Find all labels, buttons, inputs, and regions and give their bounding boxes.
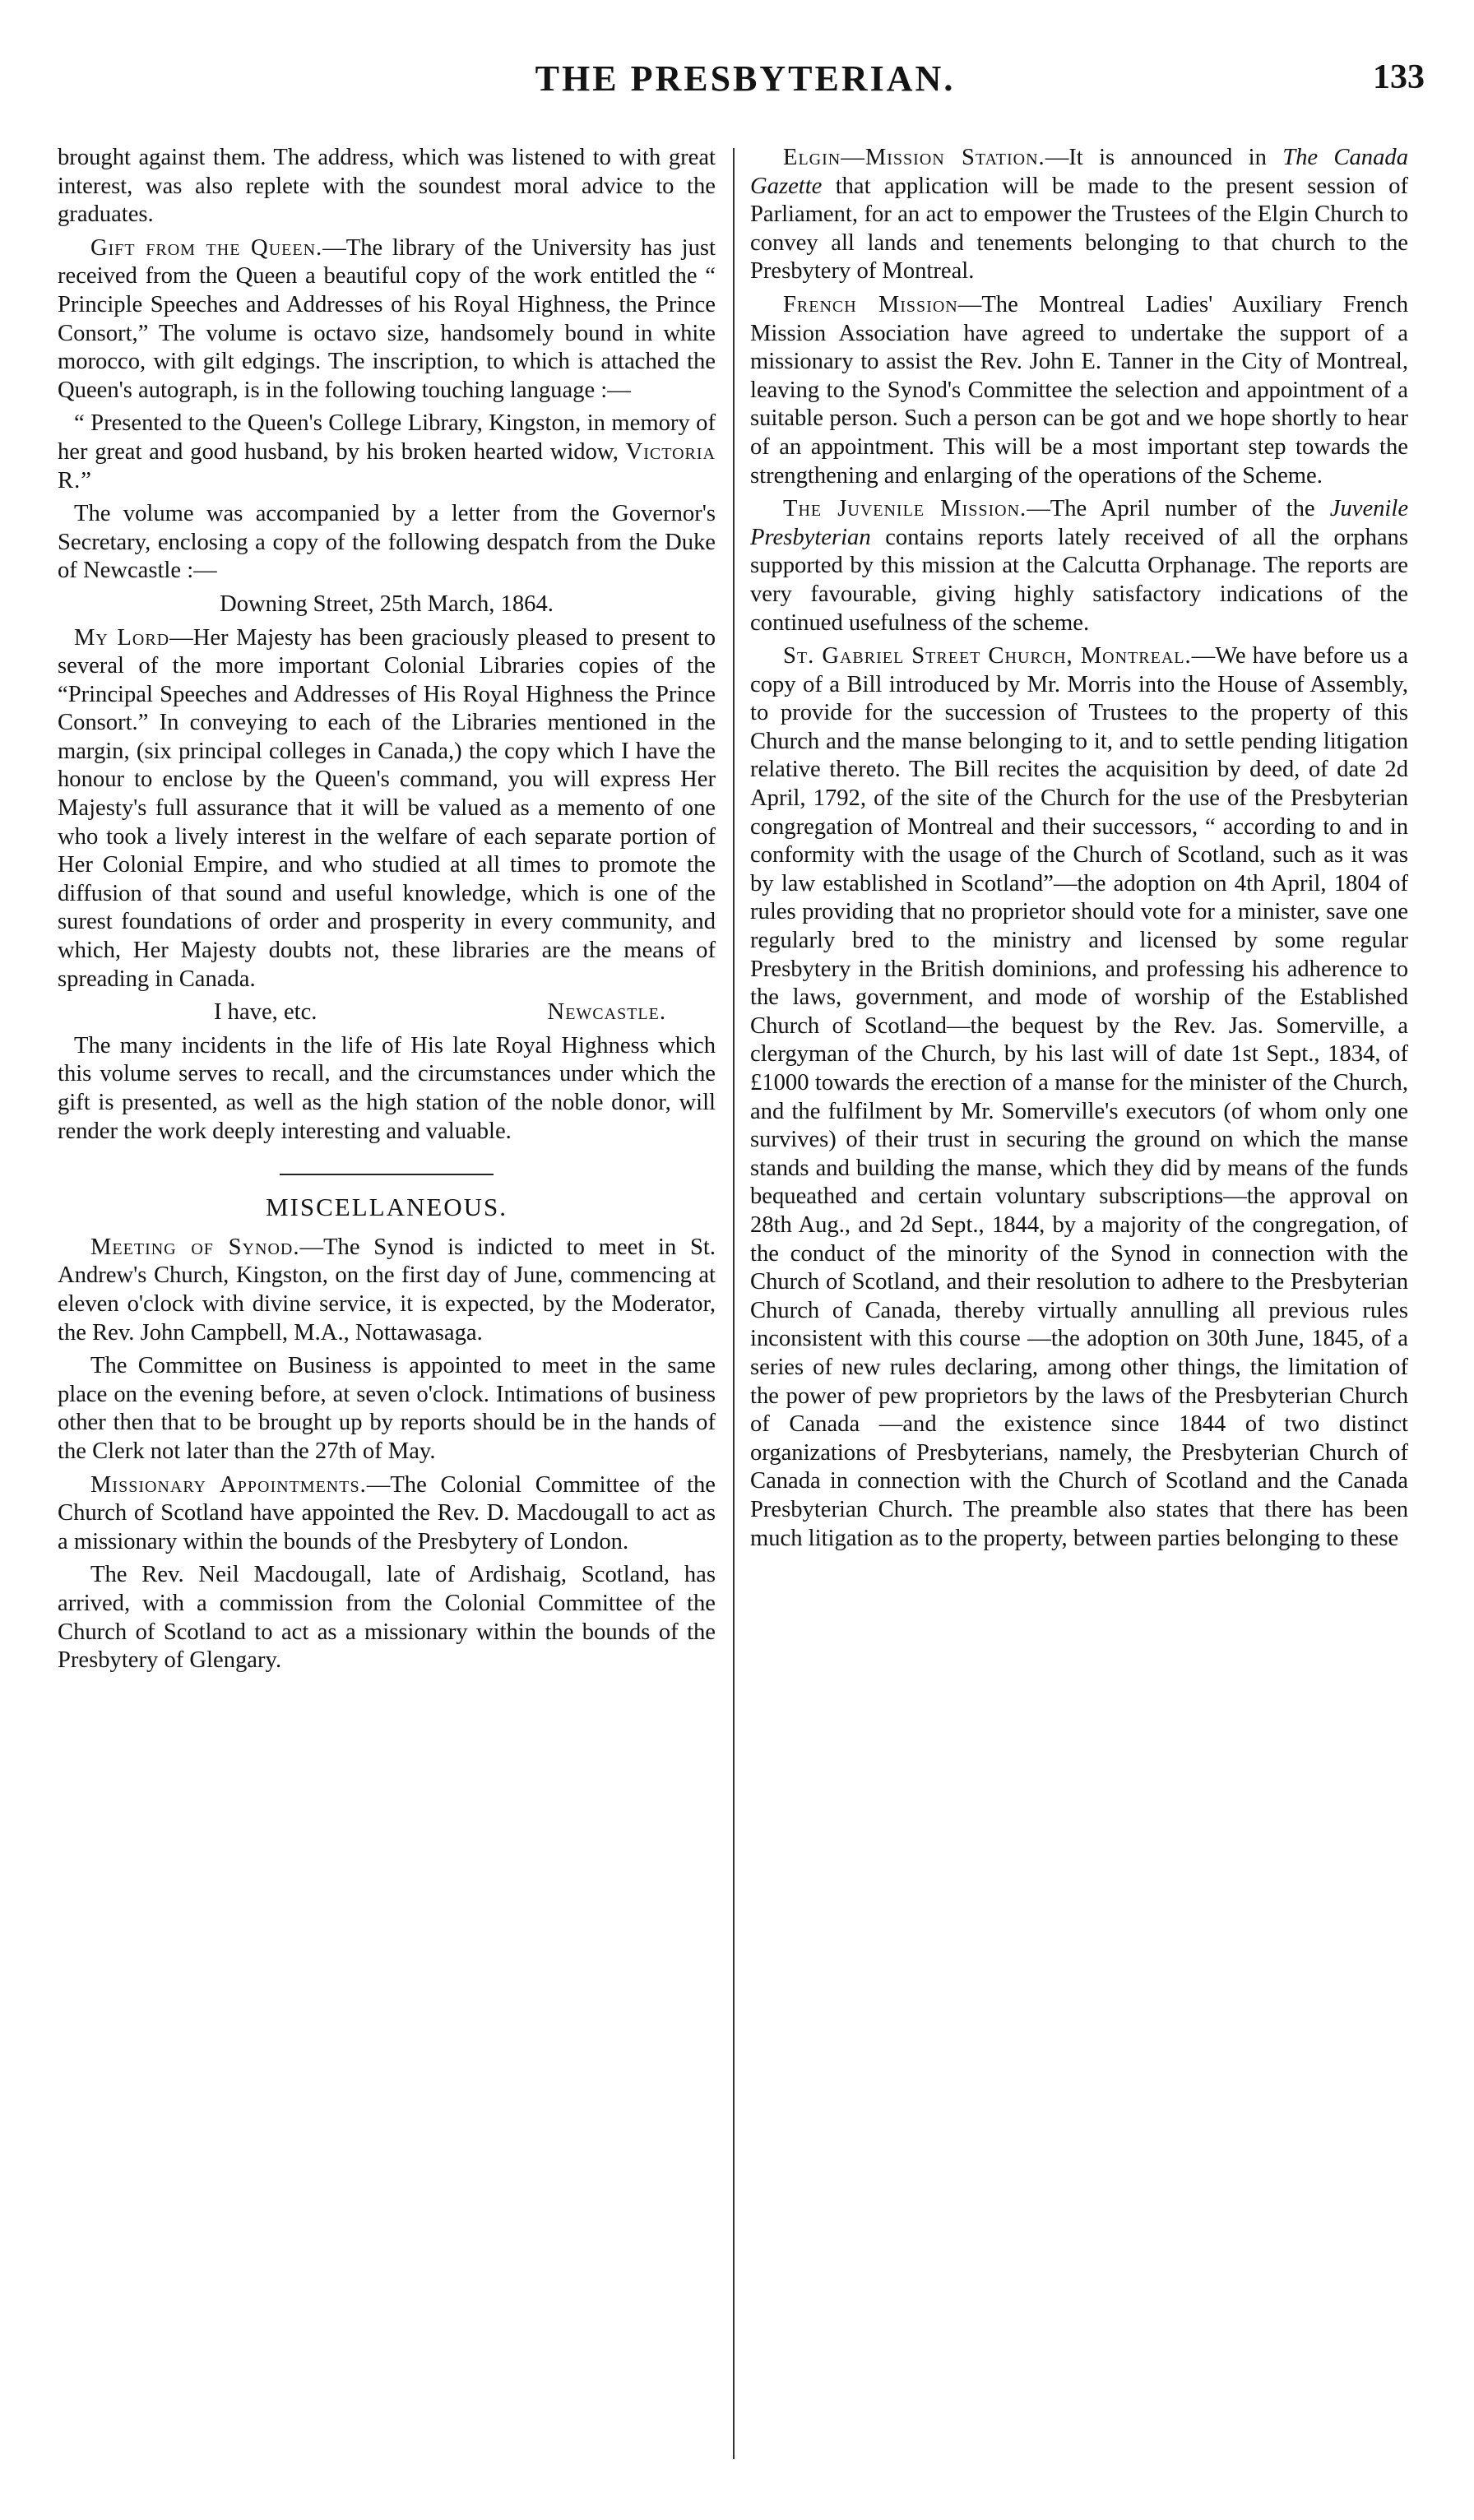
signature: Newcastle. xyxy=(547,999,666,1026)
french-text: —The Montreal Ladies' Auxiliary French Mission Association have agreed to undertake the support of a missionary to assist the Rev. John E. Tanner in the City of Montreal, leaving to the Synod's Committee the selection and appointment of a suitable person. Such a person can be got and we hope shortly to hear of an appointment. This will be a most important step towards the strengthening and enlarging of the operations of the Scheme. xyxy=(750,291,1408,489)
page-number: 133 xyxy=(1373,58,1425,96)
left-column xyxy=(58,144,716,2480)
paragraph-inscription xyxy=(58,410,716,495)
paragraph-meeting-of-synod xyxy=(58,1234,716,1347)
juvenile-text-post: contains reports lately received of all the orphans supported by this mission at the Calcutta Orphanage. The reports are very favourable, giving highly satisfactory indications of the continued usefulness of the scheme. xyxy=(750,524,1408,636)
paragraph-committee: The Committee on Business is appointed to meet in the same place on the evening before, at seven o'clock. Intimations of business other then that to be brought up by reports should be in the hands of the Clerk not later than the 27th of May. xyxy=(58,1353,716,1464)
gift-heading: Gift from the Queen. xyxy=(90,234,323,261)
running-title: THE PRESBYTERIAN. xyxy=(535,58,956,99)
gabriel-heading: St. Gabriel Street Church, Montreal. xyxy=(783,643,1192,669)
paragraph-elgin xyxy=(750,144,1408,286)
right-column xyxy=(750,144,1408,2480)
paragraph-many-incidents: The many incidents in the life of His late Royal Highness which this volume serves to recall, and the circumstances under which the gift is presented, as well as the high station of the noble donor, will render the work deeply interesting and valuable. xyxy=(58,1032,716,1144)
elgin-heading: Elgin—Mission Station. xyxy=(783,145,1045,170)
paragraph-gift-from-queen xyxy=(58,234,716,405)
despatch-signoff xyxy=(58,998,716,1027)
gabriel-text: —We have before us a copy of a Bill introduced by Mr. Morris into the House of Assembly, to provide for the succession of Trustees to the property of this Church and the manse belonging to it, and to settle pending litigation relative thereto. The Bill recites the acquisition by deed, of date 2d April, 1792, of the site of the Church for the use of the Presbyterian congregation of Montreal and their successors, “ according to and in conformity with the usage of the Church of Scotland, such as it was by law established in Scotland”—the adoption on 4th April, 1804 of rules providing that no proprietor should vote for a minister, save one regularly bred to the ministry and licensed by some regular Presbytery in the British dominions, and professing his adherence to the laws, government, and mode of worship of the Established Church of Scotland—the bequest by the Rev. Jas. Somerville, a clergyman of the Church, by his last will of date 1st Sept., 1834, of £1000 towards the erection of a manse for the minister of the Church, and the fulfilment by Mr. Somerville's executors (of whom only one survives) of their trust in securing the ground on which the manse stands and building the manse, which they did by means of the funds bequeathed and certain voluntary subscriptions—the approval on 28th Aug., and 2d Sept., 1844, by a majority of the congregation, of the conduct of the minority of the Synod in connection with the Church of Scotland, and their resolution to adhere to the Presbyterian Church of Canada, thereby virtually annulling all previous rules inconsistent with this course —the adoption on 30th June, 1845, of a series of new rules declaring, among other things, the limitation of the power of pew proprietors by the laws of the Presbyterian Church of Canada —and the existence since 1844 of two distinct organizations of Presbyterians, namely, the Presbyterian Church of Canada in connection with the Church of Scotland and the Canada Presbyterian Church. The preamble also states that there has been much litigation as to the property, between parties belonging to these xyxy=(750,643,1408,1551)
paragraph-st-gabriel-street-church xyxy=(750,642,1408,1553)
french-heading: French Mission xyxy=(783,291,958,317)
inscription-signature: Victoria R.” xyxy=(58,438,716,493)
despatch-dateline: Downing Street, 25th March, 1864. xyxy=(220,591,554,617)
paragraph-missionary-appointments xyxy=(58,1471,716,1557)
missionary-text: —The Colonial Committee of the Church of Scotland have appointed the Rev. D. Macdougall to act as a missionary within the bounds of the Presbytery of London. xyxy=(58,1471,716,1554)
missionary-heading: Missionary Appointments. xyxy=(90,1471,367,1498)
section-divider xyxy=(280,1174,494,1175)
paragraph-french-mission xyxy=(750,291,1408,490)
elgin-text-pre: —It is announced in xyxy=(1045,145,1267,170)
salutation: My Lord xyxy=(74,624,170,651)
inscription-text: “ Presented to the Queen's College Library, Kingston, in memory of her great and good husband, by his broken hearted widow, xyxy=(58,410,716,465)
elgin-newspaper-title: The Canada Gazette xyxy=(750,145,1408,199)
elgin-text-post: that application will be made to the present session of Parliament, for an act to empower the Trustees of the Elgin Church to convey all lands and tenements belonging to that church to the Presbytery of Montreal. xyxy=(750,173,1408,285)
synod-heading: Meeting of Synod. xyxy=(90,1234,300,1260)
column-rule xyxy=(733,148,735,2459)
juvenile-heading: The Juvenile Mission. xyxy=(783,496,1027,522)
paragraph-juvenile-mission xyxy=(750,495,1408,637)
juvenile-periodical-title: Juvenile Presbyterian xyxy=(750,496,1408,550)
gift-text: —The library of the University has just received from the Queen a beautiful copy of the work entitled the “ Principle Speeches and Addresses of his Royal Highness, the Prince Consort,” The volume is octavo size, handsomely bound in white morocco, with gilt edgings. The inscription, to which is attached the Queen's autograph, is in the following touching language :— xyxy=(58,234,716,403)
paragraph-address: brought against them. The address, which was listened to with great interest, was also replete with the soundest moral advice to the graduates. xyxy=(58,145,716,228)
closing: I have, etc. xyxy=(214,999,318,1026)
despatch-text: —Her Majesty has been graciously pleased to present to several of the more important Colonial Libraries copies of the “Principal Speeches and Addresses of His Royal Highness the Prince Consort.” In conveying to each of the Libraries mentioned in the margin, (six principal colleges in Canada,) the copy which I have the honour to enclose by the Queen's command, you will express Her Majesty's full assurance that it will be valued as a memento of one who took a lively interest in the welfare of each separate portion of Her Colonial Empire, and who studied at all times to promote the diffusion of that sound and useful knowledge, which is one of the surest foundations of order and prosperity in every community, and which, Her Majesty doubts not, these libraries are the means of spreading in Canada. xyxy=(58,624,716,992)
juvenile-text-pre: —The April number of the xyxy=(1027,496,1315,522)
synod-text: —The Synod is indicted to meet in St. Andrew's Church, Kingston, on the first day of June, commencing at eleven o'clock with divine service, it is expected, by the Moderator, the Rev. John Campbell, M.A., Nottawasaga. xyxy=(58,1234,716,1346)
paragraph-accompanied: The volume was accompanied by a letter from the Governor's Secretary, enclosing a copy of the following despatch from the Duke of Newcastle :— xyxy=(58,501,716,584)
page-header xyxy=(66,58,1425,123)
paragraph-despatch xyxy=(58,624,716,994)
paragraph-neil-macdougall: The Rev. Neil Macdougall, late of Ardishaig, Scotland, has arrived, with a commission from the Colonial Committee of the Church of Scotland to act as a missionary within the bounds of the Presbytery of Glengary. xyxy=(58,1562,716,1674)
section-heading-miscellaneous: MISCELLANEOUS. xyxy=(265,1193,508,1222)
